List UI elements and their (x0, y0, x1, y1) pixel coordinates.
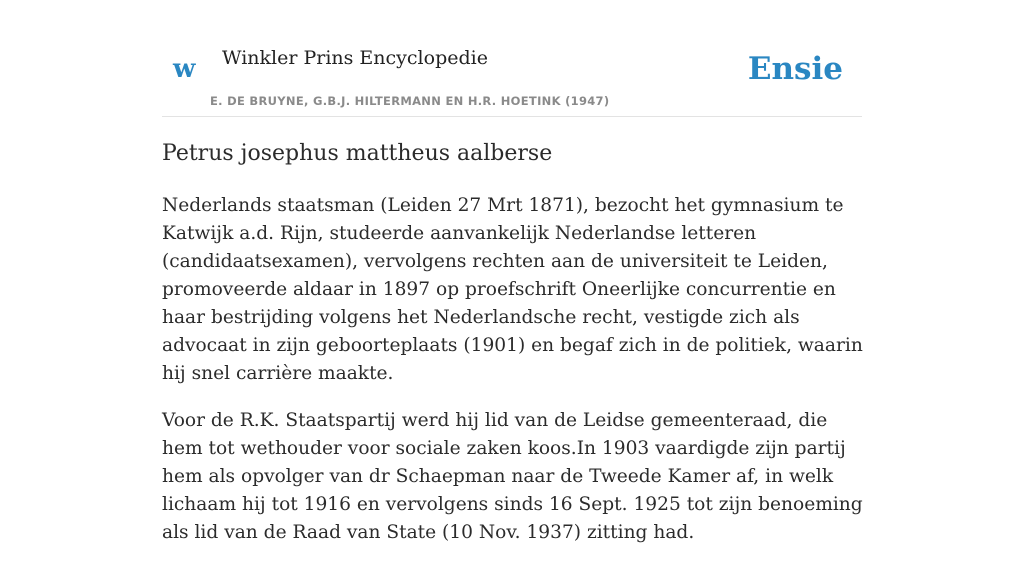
entry-title: Petrus josephus mattheus aalberse (162, 141, 553, 166)
publication-title[interactable]: Winkler Prins Encyclopedie (222, 47, 488, 69)
publication-header (162, 0, 862, 117)
article-paragraph: Nederlands staatsman (Leiden 27 Mrt 1871), bezocht het gymnasium te Katwijk a.d. Rijn, studeerde aanvankelijk Nederlandse letteren (candidaatsexamen), vervolgens rechten aan de universiteit te Leiden, promoveerde aldaar in 1897 op proefschrift Oneerlijke concurrentie en haar bestrijding volgens het Nederlandsche recht, vestigde zich als advocaat in zijn geboorteplaats (1901) en begaf zich in de politiek, waarin hij snel carrière maakte. (162, 195, 863, 384)
article-paragraph: Voor de R.K. Staatspartij werd hij lid van de Leidse gemeenteraad, die hem tot wethouder voor sociale zaken koos.In 1903 vaardigde zijn partij hem als opvolger van dr Schaepman naar de Tweede Kamer af, in welk lichaam hij tot 1916 en vervolgens sinds 16 Sept. 1925 tot zijn benoeming als lid van de Raad van State (10 Nov. 1937) zitting had. (162, 410, 863, 543)
ensie-brand-link[interactable]: Ensie (747, 51, 843, 87)
article-body (162, 192, 864, 566)
publication-authors: E. DE BRUYNE, G.B.J. HILTERMANN EN H.R. HOETINK (1947) (210, 94, 610, 108)
winkler-prins-logo[interactable]: w (173, 54, 196, 84)
